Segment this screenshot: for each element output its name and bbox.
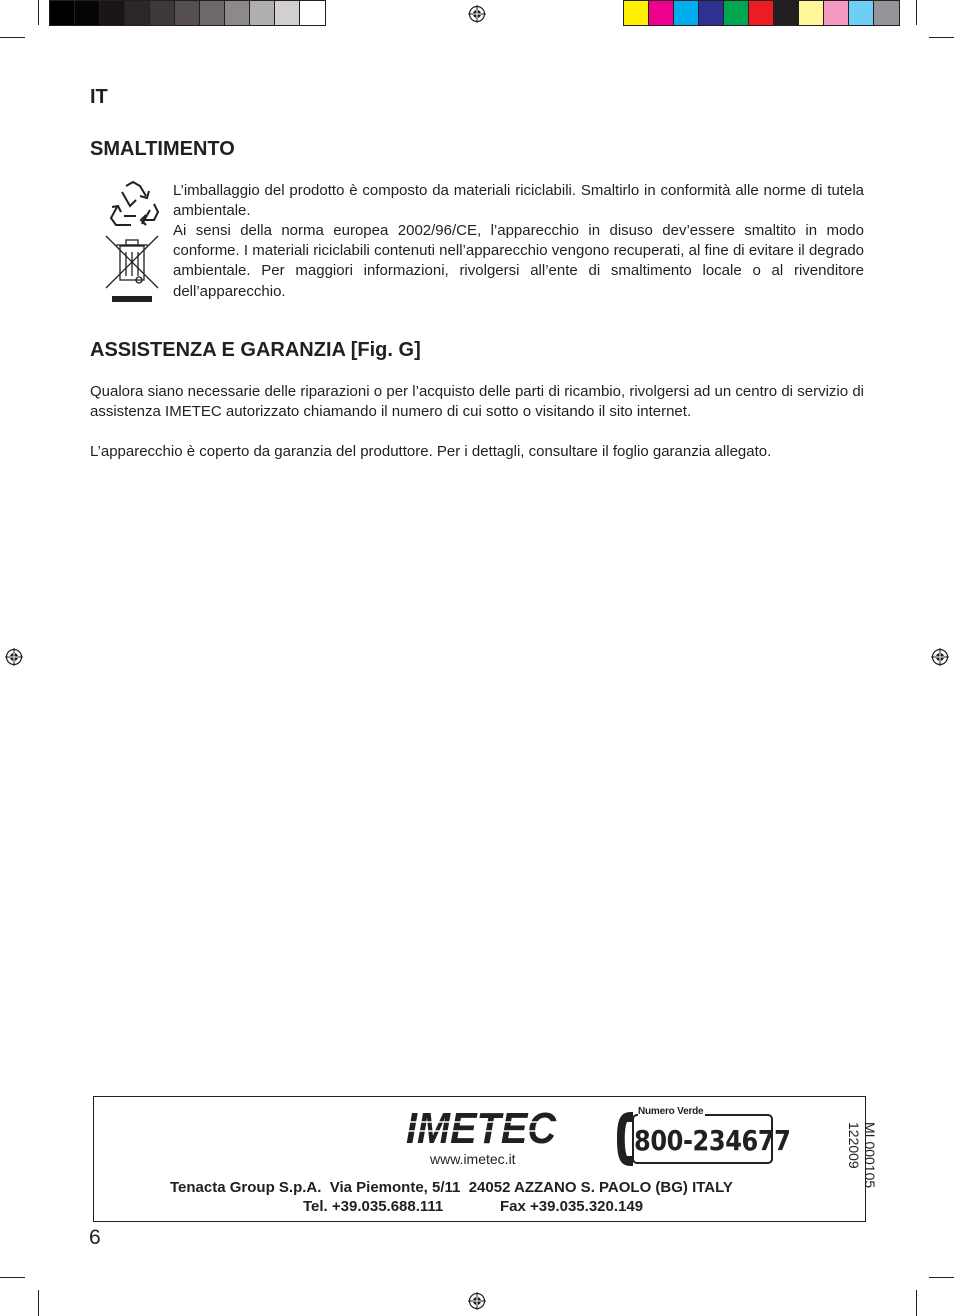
language-code: IT [90,86,108,108]
crop-mark [929,1277,954,1278]
gray-swatch [50,1,75,25]
warranty-heading: ASSISTENZA E GARANZIA [Fig. G] [90,339,421,361]
gray-swatch [175,1,200,25]
crossed-bin-icon [104,234,160,304]
color-swatch [624,1,649,25]
disposal-heading: SMALTIMENTO [90,138,235,160]
company-address: Tenacta Group S.p.A. Via Piemonte, 5/11 24052 AZZANO S. PAOLO (BG) ITALY [170,1179,733,1196]
color-swatch [649,1,674,25]
gray-swatch [250,1,275,25]
crop-mark [38,0,39,25]
website-link[interactable]: www.imetec.it [430,1151,516,1167]
crop-mark [916,0,917,25]
recycle-icon [106,180,160,230]
hotline-number[interactable]: 800-234677 [634,1124,791,1157]
hotline-label: Numero Verde [638,1106,704,1117]
gray-swatch [125,1,150,25]
crop-mark [0,37,25,38]
telephone-number: Tel. +39.035.688.111 [303,1198,444,1215]
disposal-paragraph-1: L’imballaggio del prodotto è composto da materiali riciclabili. Smaltirlo in conformità alle norme di tutela ambientale. [173,182,864,220]
crop-mark [929,37,954,38]
document-code-line-2: 122009 [846,1122,862,1169]
crop-mark [38,1290,39,1316]
disposal-paragraph-2: Ai sensi della norma europea 2002/96/CE, l’apparecchio in disuso dev’essere smaltito in modo conforme. I materiali riciclabili contenuti nell’apparecchio vengono recuperati, al fine di evitare il degrado ambientale. Per maggiori informazioni, rivolgersi all’ente di smaltimento locale o al rivenditore dell’apparecchio. [173,222,864,300]
gray-swatch [150,1,175,25]
imetec-logo [404,1106,560,1148]
color-swatch [699,1,724,25]
gray-swatch [300,1,325,25]
gray-swatch [75,1,100,25]
color-swatch [749,1,774,25]
color-swatch [724,1,749,25]
document-code-line-1: MI 000105 [862,1122,878,1189]
crop-mark [0,1277,25,1278]
color-swatch [674,1,699,25]
gray-swatch [225,1,250,25]
registration-mark-icon [468,1292,486,1310]
color-swatch [874,1,899,25]
fax-number: Fax +39.035.320.149 [500,1198,644,1215]
color-swatch [799,1,824,25]
imetec-logo-text: IMETEC [406,1106,558,1148]
gray-swatch [275,1,300,25]
warranty-paragraph-2: L’apparecchio è coperto da garanzia del produttore. Per i dettagli, consultare il foglio garanzia allegato. [90,443,772,460]
process-color-bar [623,0,900,26]
warranty-paragraph-1: Qualora siano necessarie delle riparazioni o per l’acquisto delle parti di ricambio, rivolgersi ad un centro di servizio di assistenza IMETEC autorizzato chiamando il numero di cui sotto o visitando il sito internet. [90,383,864,421]
page-number: 6 [89,1226,101,1249]
registration-mark-icon [468,5,486,23]
registration-mark-icon [931,648,949,666]
gray-swatch [100,1,125,25]
registration-mark-icon [5,648,23,666]
color-swatch [849,1,874,25]
document-code [846,1122,878,1188]
crop-mark [916,1290,917,1316]
grayscale-color-bar [49,0,326,26]
color-swatch [774,1,799,25]
color-swatch [824,1,849,25]
gray-swatch [200,1,225,25]
